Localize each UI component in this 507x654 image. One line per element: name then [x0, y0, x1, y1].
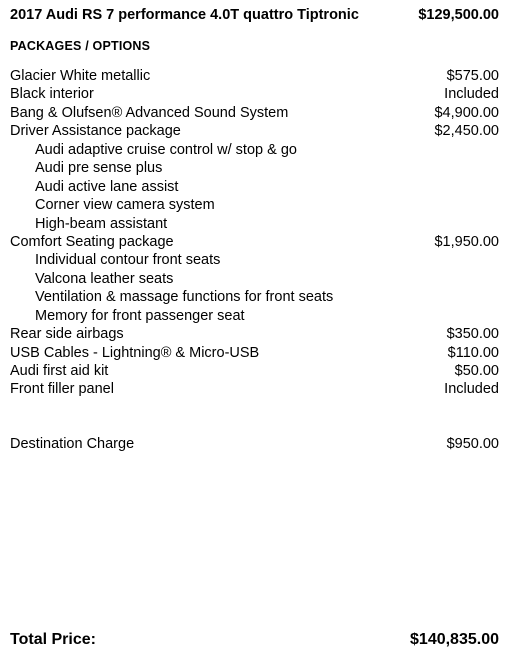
- base-price: $129,500.00: [418, 7, 499, 23]
- option-price: $2,450.00: [434, 123, 499, 140]
- option-label: Bang & Olufsen® Advanced Sound System: [10, 104, 289, 121]
- option-label: Ventilation & massage functions for front seats: [35, 289, 334, 306]
- option-price: $1,950.00: [434, 233, 499, 250]
- option-label: Rear side airbags: [10, 326, 124, 343]
- option-price: $4,900.00: [434, 104, 499, 121]
- option-sub-item: [10, 307, 499, 325]
- option-price: $50.00: [454, 363, 499, 379]
- option-price: $350.00: [446, 326, 499, 343]
- option-label: High-beam assistant: [35, 215, 168, 232]
- option-label: Corner view camera system: [35, 197, 215, 214]
- option-item: [10, 344, 499, 362]
- option-price: $110.00: [447, 344, 499, 361]
- option-item: [10, 122, 499, 140]
- option-item: [10, 67, 499, 85]
- option-sub-item: [10, 215, 499, 233]
- total-row: [10, 630, 499, 650]
- option-sub-item: [10, 178, 499, 196]
- option-sub-item: [10, 270, 499, 288]
- option-price: $575.00: [446, 68, 499, 84]
- options-heading: PACKAGES / OPTIONS: [10, 39, 151, 53]
- option-sub-item: [10, 251, 499, 269]
- option-sub-item: [10, 141, 499, 159]
- total-label: Total Price:: [10, 631, 96, 648]
- option-sub-item: [10, 159, 499, 177]
- destination-label: Destination Charge: [10, 436, 135, 452]
- option-label: Audi pre sense plus: [35, 160, 163, 177]
- option-label: Glacier White metallic: [10, 68, 151, 84]
- option-item: [10, 233, 499, 251]
- option-label: Comfort Seating package: [10, 233, 174, 250]
- option-label: Audi adaptive cruise control w/ stop & go: [35, 141, 297, 158]
- option-label: Individual contour front seats: [35, 252, 221, 269]
- option-label: Memory for front passenger seat: [35, 307, 245, 324]
- option-item: [10, 85, 499, 103]
- option-label: Front filler panel: [10, 381, 114, 398]
- option-label: Valcona leather seats: [35, 270, 174, 287]
- option-item: [10, 104, 499, 122]
- destination-price: $950.00: [446, 436, 499, 452]
- option-label: Audi active lane assist: [35, 178, 179, 195]
- destination-row: [10, 435, 499, 453]
- option-item: [10, 380, 499, 398]
- option-sub-item: [10, 288, 499, 306]
- option-sub-item: [10, 196, 499, 214]
- option-label: Black interior: [10, 86, 94, 103]
- vehicle-title: 2017 Audi RS 7 performance 4.0T quattro Tiptronic: [10, 7, 359, 23]
- option-item: [10, 325, 499, 343]
- options-list: [10, 67, 499, 399]
- option-price: Included: [444, 381, 499, 398]
- option-item: [10, 362, 499, 380]
- vehicle-header: [10, 6, 499, 24]
- option-label: Driver Assistance package: [10, 123, 181, 140]
- option-label: Audi first aid kit: [10, 363, 109, 379]
- option-price: Included: [444, 86, 499, 103]
- option-label: USB Cables - Lightning® & Micro-USB: [10, 344, 260, 361]
- total-price: $140,835.00: [410, 631, 499, 648]
